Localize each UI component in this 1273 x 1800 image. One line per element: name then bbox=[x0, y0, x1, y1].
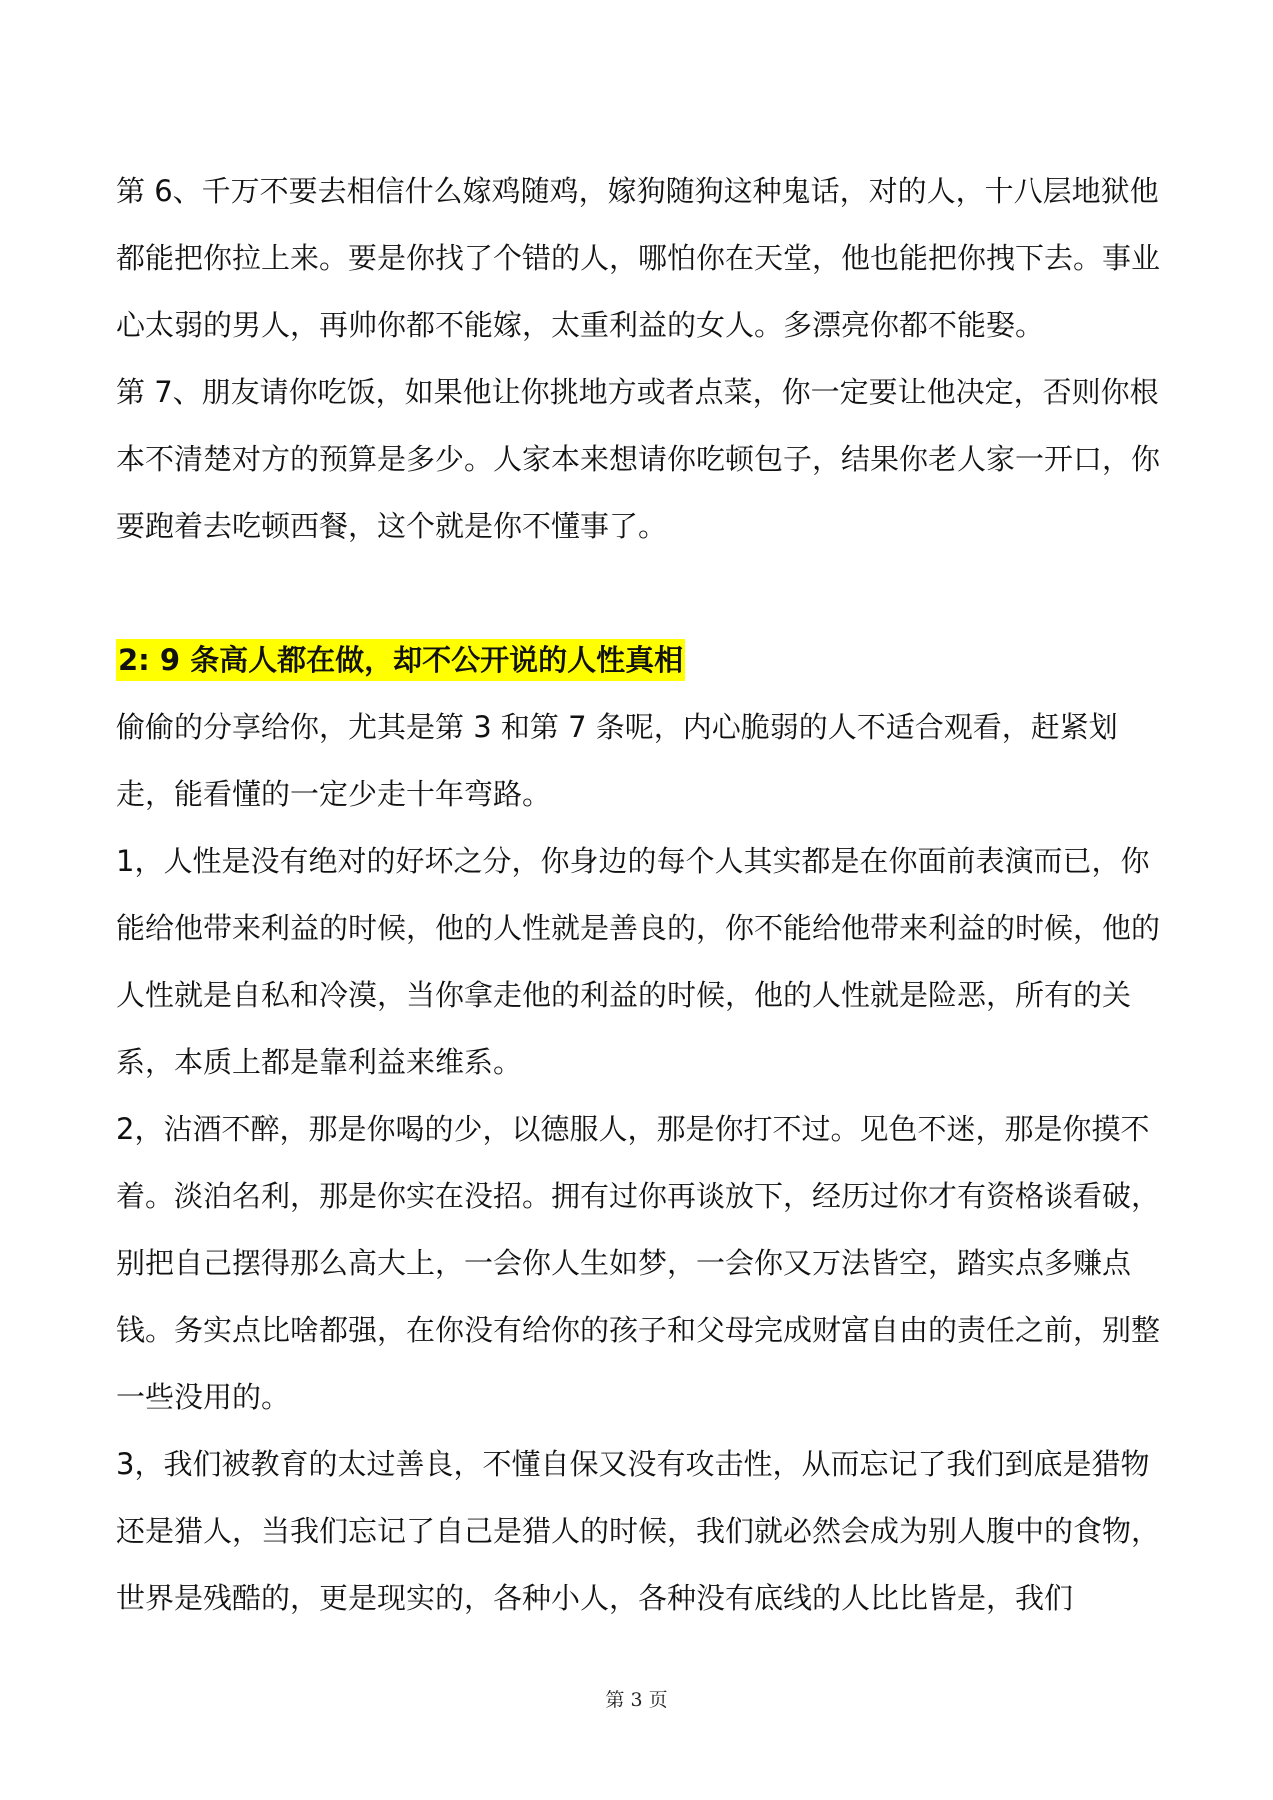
paragraph-item-7: 第 7、朋友请你吃饭，如果他让你挑地方或者点菜，你一定要让他决定，否则你根本不清楚对方的预算是多少。人家本来想请你吃顿包子，结果你老人家一开口，你要跑着去吃顿西餐，这个就是你不懂事了。 bbox=[116, 375, 1161, 543]
section-heading bbox=[116, 627, 1166, 694]
page-content bbox=[116, 158, 1166, 1632]
truth-item-3: 3，我们被教育的太过善良，不懂自保又没有攻击性，从而忘记了我们到底是猎物还是猎人，当我们忘记了自己是猎人的时候，我们就必然会成为别人腹中的食物，世界是残酷的，更是现实的，各种小人，各种没有底线的人比比皆是，我们 bbox=[116, 1447, 1161, 1615]
section-heading-highlight: 2: 9 条高人都在做，却不公开说的人性真相 bbox=[116, 639, 685, 681]
intro-paragraph: 偷偷的分享给你，尤其是第 3 和第 7 条呢，内心脆弱的人不适合观看，赶紧划走，能看懂的一定少走十年弯路。 bbox=[116, 710, 1118, 811]
section-spacer bbox=[116, 560, 1166, 627]
truth-item-1: 1，人性是没有绝对的好坏之分，你身边的每个人其实都是在你面前表演而已，你能给他带来利益的时候，他的人性就是善良的，你不能给他带来利益的时候，他的人性就是自私和冷漠，当你拿走他的利益的时候，他的人性就是险恶，所有的关系，本质上都是靠利益来维系。 bbox=[116, 844, 1161, 1079]
truth-item-2: 2，沾酒不醉，那是你喝的少，以德服人，那是你打不过。见色不迷，那是你摸不着。淡泊名利，那是你实在没招。拥有过你再谈放下，经历过你才有资格谈看破，别把自己摆得那么高大上，一会你人生如梦，一会你又万法皆空，踏实点多赚点钱。务实点比啥都强，在你没有给你的孩子和父母完成财富自由的责任之前，别整一些没用的。 bbox=[116, 1112, 1161, 1414]
paragraph-item-6: 第 6、千万不要去相信什么嫁鸡随鸡，嫁狗随狗这种鬼话，对的人，十八层地狱他都能把你拉上来。要是你找了个错的人，哪怕你在天堂，他也能把你拽下去。事业心太弱的男人，再帅你都不能嫁，太重利益的女人。多漂亮你都不能娶。 bbox=[116, 174, 1161, 342]
page-number: 第 3 页 bbox=[605, 1689, 668, 1711]
